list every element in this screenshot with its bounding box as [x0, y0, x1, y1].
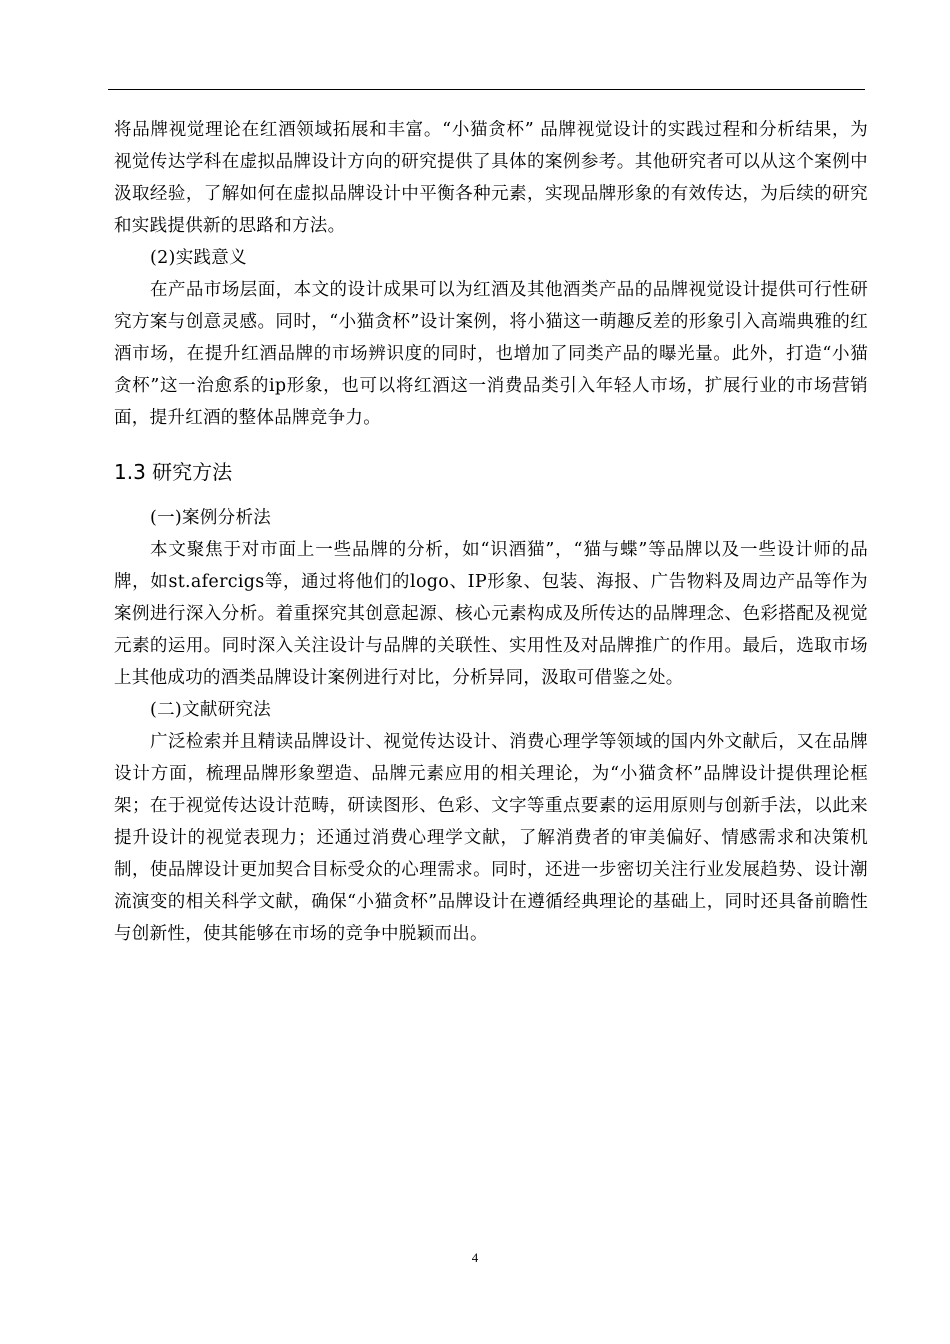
subheading-case-analysis: (一)案例分析法: [150, 508, 272, 528]
paragraph-case-analysis: 本文聚焦于对市面上一些品牌的分析，如“识酒猫”，“猫与蝶”等品牌以及一些设计师的品牌，如st.afercigs等，通过将他们的logo、IP形象、包装、海报、广告物料及周边产品等作为案例进行深入分析。着重探究其创意起源、核心元素构成及所传达的品牌理念、色彩搭配及视觉元素的运用。同时深入关注设计与品牌的关联性、实用性及对品牌推广的作用。最后，选取市场上其他成功的酒类品牌设计案例进行对比，分析异同，汲取可借鉴之处。: [114, 540, 868, 688]
paragraph-literature-research: 广泛检索并且精读品牌设计、视觉传达设计、消费心理学等领域的国内外文献后，又在品牌设计方面，梳理品牌形象塑造、品牌元素应用的相关理论，为“小猫贪杯”品牌设计提供理论框架；在于视觉传达设计范畴，研读图形、色彩、文字等重点要素的运用原则与创新手法，以此来提升设计的视觉表现力；还通过消费心理学文献，了解消费者的审美偏好、情感需求和决策机制，使品牌设计更加契合目标受众的心理需求。同时，还进一步密切关注行业发展趋势、设计潮流演变的相关科学文献，确保“小猫贪杯”品牌设计在遵循经典理论的基础上，同时还具备前瞻性与创新性，使其能够在市场的竞争中脱颖而出。: [114, 732, 868, 944]
subheading-literature-research: (二)文献研究法: [150, 700, 272, 720]
page-number: 4: [471, 1250, 479, 1265]
paragraph-practical-significance: 在产品市场层面，本文的设计成果可以为红酒及其他酒类产品的品牌视觉设计提供可行性研究方案与创意灵感。同时，“小猫贪杯”设计案例，将小猫这一萌趣反差的形象引入高端典雅的红酒市场，在提升红酒品牌的市场辨识度的同时，也增加了同类产品的曝光量。此外，打造“小猫贪杯”这一治愈系的ip形象，也可以将红酒这一消费品类引入年轻人市场，扩展行业的市场营销面，提升红酒的整体品牌竞争力。: [114, 280, 868, 428]
header-rule: [108, 89, 865, 90]
page-body: [114, 114, 868, 950]
section-heading-research-methods: 1.3 研究方法: [114, 460, 233, 484]
subheading-practical-significance: (2)实践意义: [150, 248, 247, 268]
paragraph-theory-significance-continued: 将品牌视觉理论在红酒领域拓展和丰富。“小猫贪杯” 品牌视觉设计的实践过程和分析结果，为视觉传达学科在虚拟品牌设计方向的研究提供了具体的案例参考。其他研究者可以从这个案例中汲取经验，了解如何在虚拟品牌设计中平衡各种元素，实现品牌形象的有效传达，为后续的研究和实践提供新的思路和方法。: [114, 120, 868, 236]
